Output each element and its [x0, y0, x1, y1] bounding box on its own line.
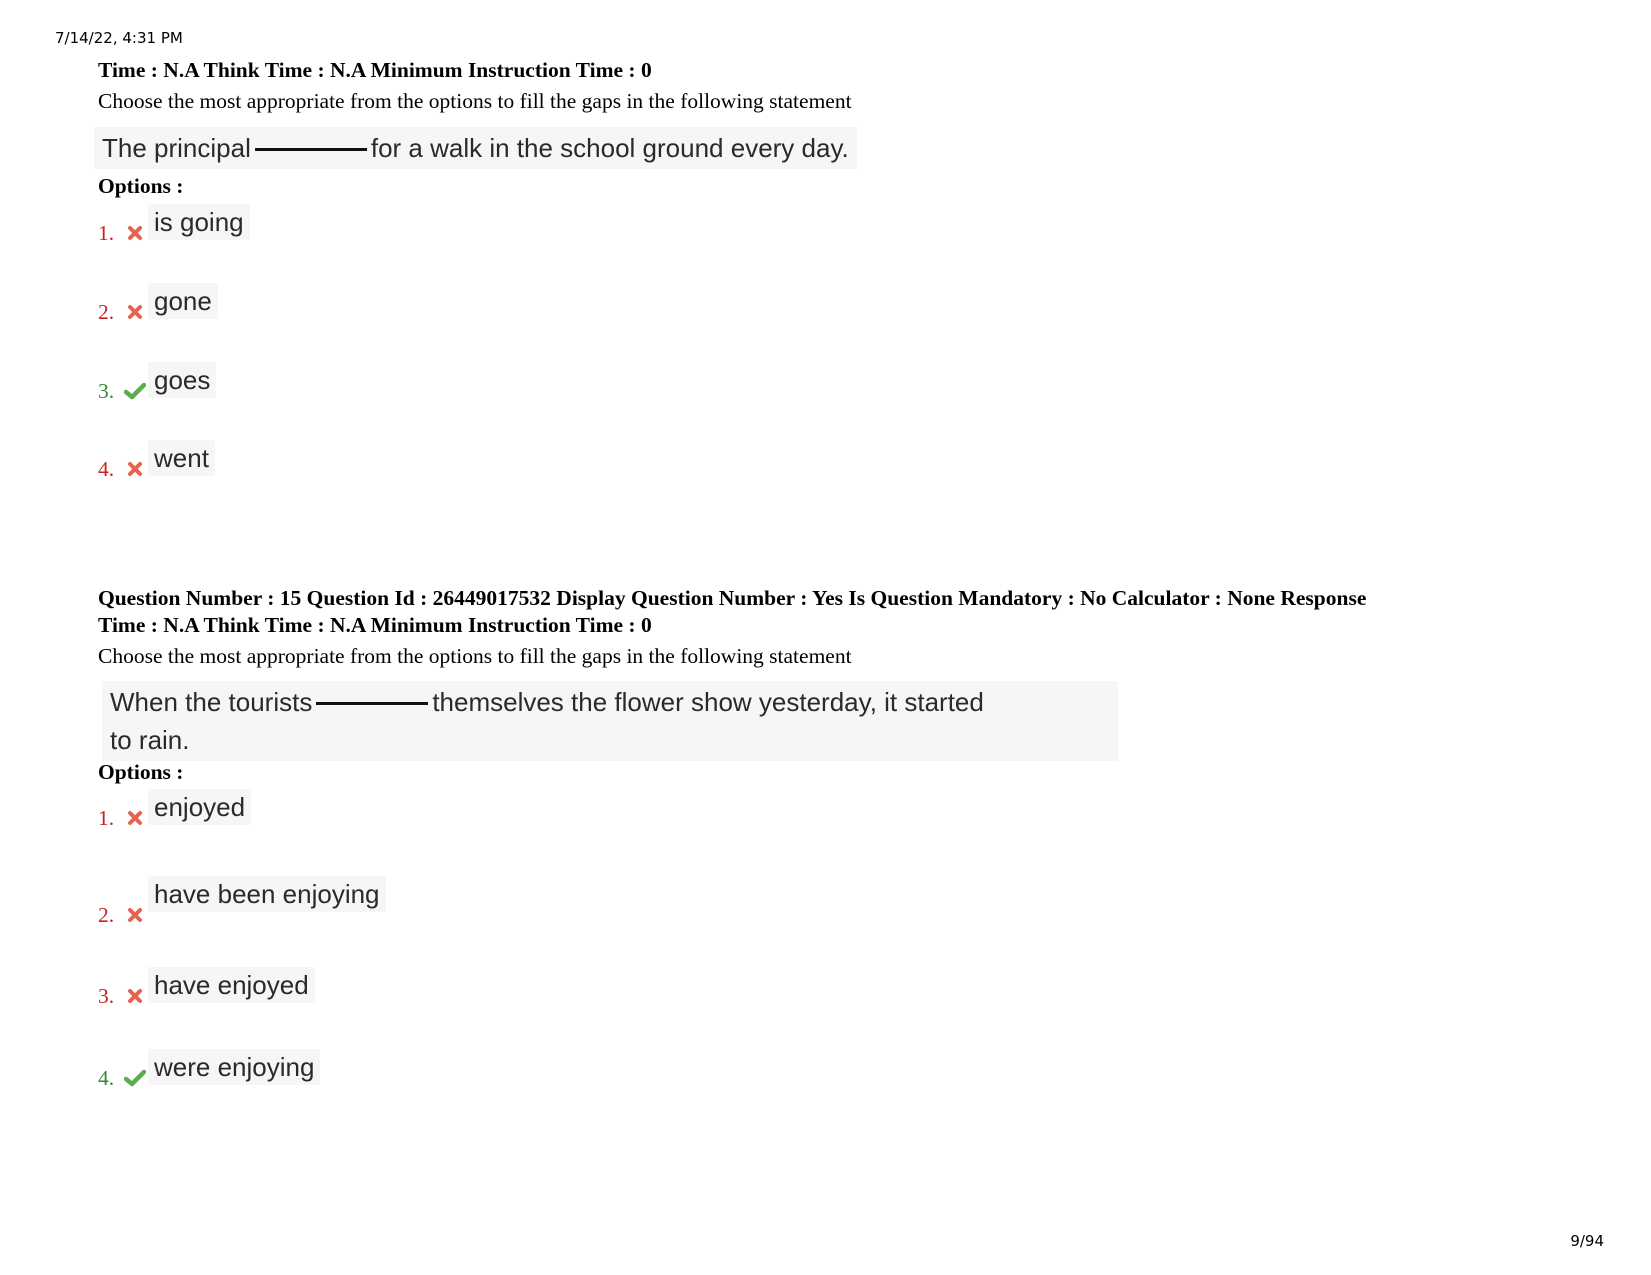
q14-sentence-before: The principal: [102, 133, 251, 163]
option-text: have been enjoying: [148, 876, 386, 912]
q14-option-4: [98, 440, 215, 482]
option-number: 2.: [98, 300, 115, 324]
check-icon: [122, 1067, 148, 1089]
option-number: 2.: [98, 903, 115, 927]
q14-meta: Time : N.A Think Time : N.A Minimum Instruction Time : 0: [98, 58, 652, 82]
q14-question-image: [94, 127, 857, 169]
option-number: 4.: [98, 1066, 115, 1090]
option-text: have enjoyed: [148, 967, 315, 1003]
q14-options-heading: Options :: [98, 174, 184, 198]
q14-instruction: Choose the most appropriate from the options to fill the gaps in the following statement: [98, 89, 852, 113]
cross-icon: [122, 458, 148, 480]
q14-option-2: [98, 283, 218, 325]
q14-sentence-after: for a walk in the school ground every day.: [370, 133, 849, 163]
q15-options-heading: Options :: [98, 760, 184, 784]
q15-blank: [316, 702, 428, 705]
q15-sentence-line-1: [110, 683, 1110, 721]
q15-question-image: [102, 681, 1118, 761]
q14-option-1: [98, 204, 250, 246]
cross-icon: [122, 222, 148, 244]
option-number: 1.: [98, 221, 115, 245]
page-number: 9/94: [1570, 1232, 1604, 1250]
q15-sentence-line-2: to rain.: [110, 725, 190, 755]
q15-option-3: [98, 967, 315, 1009]
q15-option-4: [98, 1049, 320, 1091]
q15-meta-line-1: Question Number : 15 Question Id : 26449017532 Display Question Number : Yes Is Question Mandatory : No Calculator : None Response: [98, 586, 1367, 610]
print-timestamp: 7/14/22, 4:31 PM: [55, 29, 183, 47]
option-text: were enjoying: [148, 1049, 320, 1085]
q15-option-1: [98, 789, 251, 831]
q15-sentence-after: themselves the flower show yesterday, it started: [432, 687, 984, 717]
q15-sentence-before: When the tourists: [110, 687, 313, 717]
option-number: 3.: [98, 379, 115, 403]
q15-meta-line-2: Time : N.A Think Time : N.A Minimum Instruction Time : 0: [98, 613, 652, 637]
q15-instruction: Choose the most appropriate from the options to fill the gaps in the following statement: [98, 644, 852, 668]
cross-icon: [122, 807, 148, 829]
option-number: 3.: [98, 984, 115, 1008]
cross-icon: [122, 301, 148, 323]
cross-icon: [122, 985, 148, 1007]
check-icon: [122, 380, 148, 402]
q14-option-3: [98, 362, 216, 404]
option-text: gone: [148, 283, 218, 319]
option-text: goes: [148, 362, 216, 398]
option-text: is going: [148, 204, 250, 240]
q14-blank: [255, 148, 367, 151]
option-text: enjoyed: [148, 789, 251, 825]
q15-option-2: [98, 876, 386, 928]
option-number: 1.: [98, 806, 115, 830]
option-text: went: [148, 440, 215, 476]
option-number: 4.: [98, 457, 115, 481]
cross-icon: [122, 904, 148, 926]
